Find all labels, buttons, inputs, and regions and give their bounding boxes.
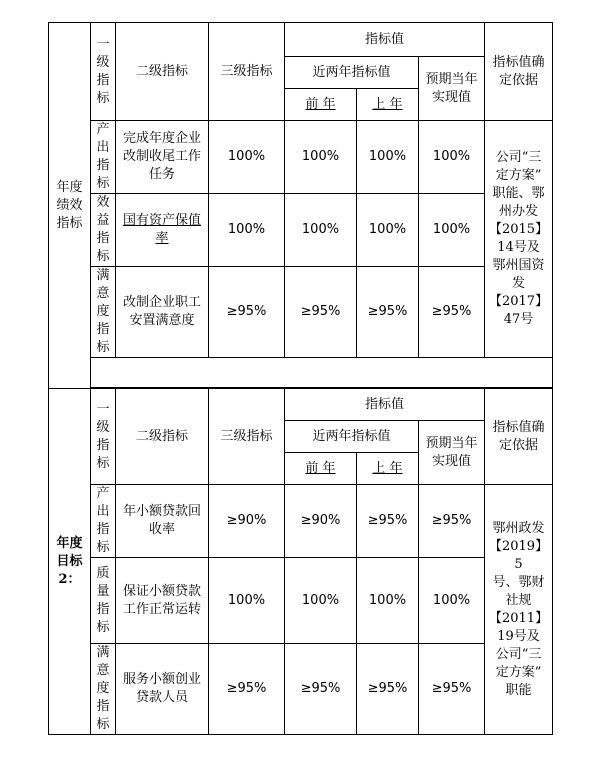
level3-cell: 100% <box>209 558 285 644</box>
level1-cell: 产 出 指 标 <box>91 121 116 194</box>
level3-cell: ≥95% <box>209 267 285 358</box>
level1-cell: 满 意 度 指 标 <box>91 644 116 735</box>
expected-current-header: 预期当年 实现值 <box>419 57 485 121</box>
expected-cell: 100% <box>419 194 485 267</box>
level3-cell: ≥90% <box>209 485 285 558</box>
level2-header: 二级指标 <box>116 23 209 121</box>
table-row <box>49 644 553 735</box>
blank-cell <box>91 358 553 388</box>
last-year-cell: ≥95% <box>357 485 419 558</box>
indicator-value-header: 指标值 <box>285 23 485 57</box>
prev-year-cell: 100% <box>285 121 357 194</box>
basis-header: 指标值确 定依据 <box>485 23 553 121</box>
last-year-cell: 100% <box>357 121 419 194</box>
level2-cell: 改制企业职工 安置满意度 <box>116 267 209 358</box>
performance-indicator-table <box>48 22 553 735</box>
level2-header: 二级指标 <box>116 389 209 485</box>
expected-cell: 100% <box>419 558 485 644</box>
level3-header: 三级指标 <box>209 389 285 485</box>
level2-cell: 保证小额贷款 工作正常运转 <box>116 558 209 644</box>
expected-cell: ≥95% <box>419 267 485 358</box>
last-year-header: 上 年 <box>357 453 419 485</box>
annual-performance-indicators-label: 年度 绩效 指标 <box>49 23 91 389</box>
blank-row <box>49 358 553 388</box>
indicator-value-header: 指标值 <box>285 389 485 421</box>
prev-year-header: 前 年 <box>285 89 357 121</box>
expected-cell: ≥95% <box>419 485 485 558</box>
level3-cell: 100% <box>209 194 285 267</box>
last-year-cell: 100% <box>357 558 419 644</box>
prev-year-cell: ≥95% <box>285 267 357 358</box>
level1-cell: 效 益 指 标 <box>91 194 116 267</box>
level2-cell: 年小额贷款回 收率 <box>116 485 209 558</box>
level2-cell: 服务小额创业 贷款人员 <box>116 644 209 735</box>
table-row <box>49 485 553 558</box>
table-row <box>49 194 553 267</box>
basis-cell: 公司“三 定方案” 职能、鄂 州办发 【2015】 14号及 鄂州国资 发【2017】 47号 <box>485 121 553 358</box>
last-year-header: 上 年 <box>357 89 419 121</box>
basis-header: 指标值确 定依据 <box>485 389 553 485</box>
level2-cell: 国有资产保值 率 <box>116 194 209 267</box>
table-row <box>49 558 553 644</box>
level1-header: 一 级 指 标 <box>91 389 116 485</box>
expected-current-header: 预期当年 实现值 <box>419 421 485 485</box>
level3-cell: 100% <box>209 121 285 194</box>
prev-year-cell: ≥90% <box>285 485 357 558</box>
last-year-cell: ≥95% <box>357 644 419 735</box>
level3-cell: ≥95% <box>209 644 285 735</box>
last-year-cell: ≥95% <box>357 267 419 358</box>
prev-year-cell: 100% <box>285 558 357 644</box>
recent-two-years-header: 近两年指标值 <box>285 57 419 89</box>
level1-cell: 质 量 指 标 <box>91 558 116 644</box>
last-year-cell: 100% <box>357 194 419 267</box>
prev-year-cell: ≥95% <box>285 644 357 735</box>
expected-cell: 100% <box>419 121 485 194</box>
prev-year-header: 前 年 <box>285 453 357 485</box>
table-row <box>49 121 553 194</box>
recent-two-years-header: 近两年指标值 <box>285 421 419 453</box>
basis-cell: 鄂州政发 【2019】5 号、鄂财 社规 【2011】 19号及 公司“三 定方案” 职能 <box>485 485 553 735</box>
level1-header: 一 级 指 标 <box>91 23 116 121</box>
annual-target-2-label: 年度 目标 2： <box>49 389 91 735</box>
level1-cell: 满 意 度 指 标 <box>91 267 116 358</box>
level1-cell: 产 出 指 标 <box>91 485 116 558</box>
level2-cell: 完成年度企业 改制收尾工作 任务 <box>116 121 209 194</box>
expected-cell: ≥95% <box>419 644 485 735</box>
level3-header: 三级指标 <box>209 23 285 121</box>
table-row <box>49 267 553 358</box>
prev-year-cell: 100% <box>285 194 357 267</box>
